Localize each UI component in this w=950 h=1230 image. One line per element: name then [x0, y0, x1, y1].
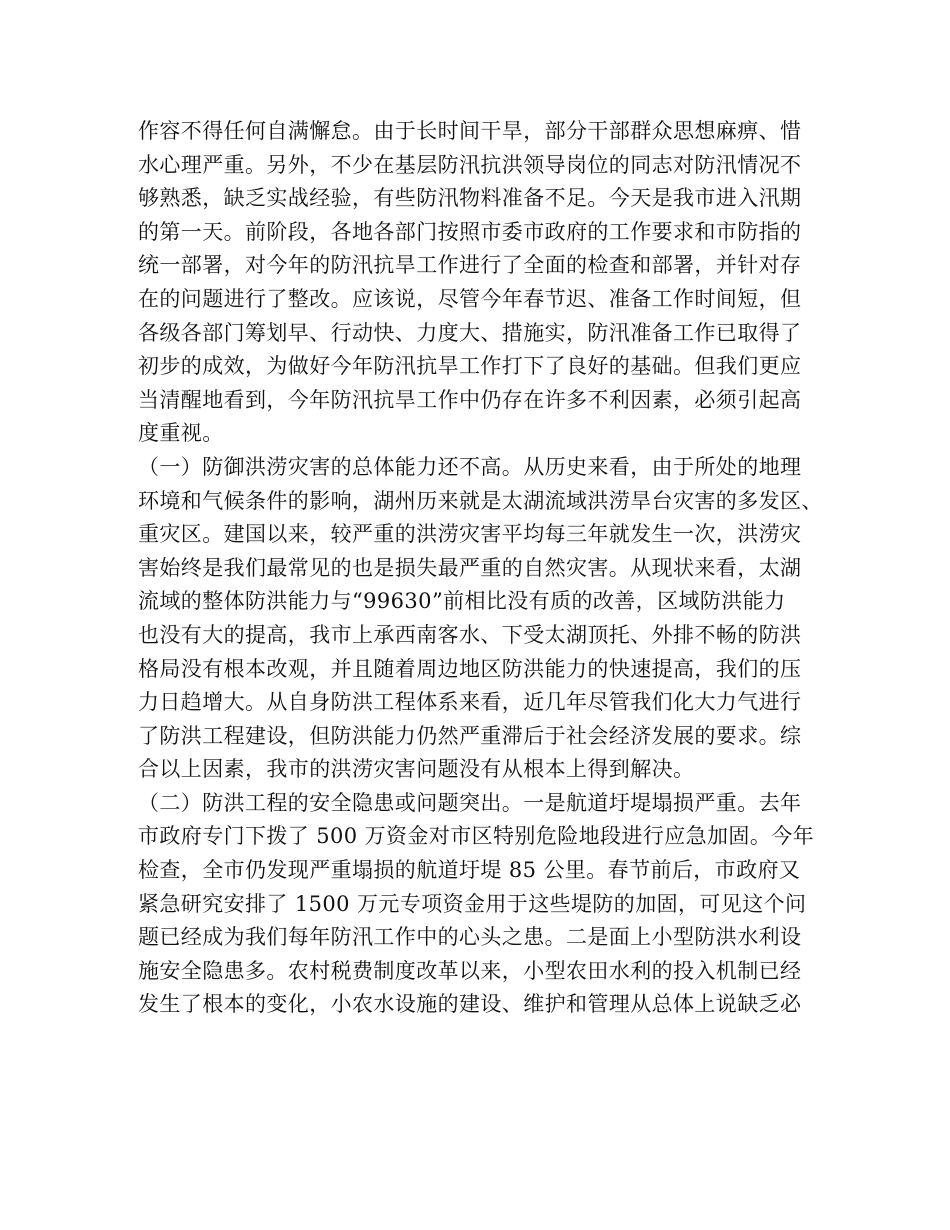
text-line: 环境和气候条件的影响，湖州历来就是太湖流域洪涝旱台灾害的多发区、 [138, 488, 823, 513]
text-line: 作容不得任何自满懈怠。由于长时间干旱，部分干部群众思想麻痹、惜 [138, 119, 802, 143]
text-line: 各级各部门筹划早、行动快、力度大、措施实，防汛准备工作已取得了 [138, 320, 802, 345]
body-text [138, 115, 828, 1022]
text-line: 格局没有根本改观，并且随着周边地区防洪能力的快速提高，我们的压 [138, 656, 802, 681]
text-line: 够熟悉，缺乏实战经验，有些防汛物料准备不足。今天是我市进入汛期 [138, 186, 802, 211]
text-line: 市政府专门下拨了 500 万资金对市区特别危险地段进行应急加固。今年 [138, 824, 815, 849]
text-line: 发生了根本的变化，小农水设施的建设、维护和管理从总体上说缺乏必 [138, 992, 802, 1017]
section-heading-line: （一）防御洪涝灾害的总体能力还不高。从历史来看，由于所处的地理 [138, 454, 802, 479]
text-line: 合以上因素，我市的洪涝灾害问题没有从根本上得到解决。 [138, 757, 695, 782]
text-line: 流域的整体防洪能力与“99630”前相比没有质的改善，区域防洪能力 [138, 589, 786, 614]
text-line: 害始终是我们最常见的也是损失最严重的自然灾害。从现状来看，太湖 [138, 555, 802, 580]
text-line: 当清醒地看到，今年防汛抗旱工作中仍存在许多不利因素，必须引起高 [138, 387, 802, 412]
section-heading-line: （二）防洪工程的安全隐患或问题突出。一是航道圩堤塌损严重。去年 [138, 790, 802, 815]
text-line: 紧急研究安排了 1500 万元专项资金用于这些堤防的加固，可见这个问 [138, 891, 807, 916]
text-line: 度重视。 [138, 421, 224, 446]
text-line: 力日趋增大。从自身防洪工程体系来看，近几年尽管我们化大力气进行 [138, 690, 802, 715]
text-line: 检查，全市仍发现严重塌损的航道圩堤 85 公里。春节前后，市政府又 [138, 858, 801, 883]
text-line: 初步的成效，为做好今年防汛抗旱工作打下了良好的基础。但我们更应 [138, 354, 802, 379]
text-line: 的第一天。前阶段，各地各部门按照市委市政府的工作要求和市防指的 [138, 219, 802, 244]
text-line: 水心理严重。另外，不少在基层防汛抗洪领导岗位的同志对防汛情况不 [138, 152, 802, 177]
text-line: 施安全隐患多。农村税费制度改革以来，小型农田水利的投入机制已经 [138, 958, 802, 983]
text-line: 在的问题进行了整改。应该说，尽管今年春节迟、准备工作时间短，但 [138, 286, 802, 311]
text-line: 统一部署，对今年的防汛抗旱工作进行了全面的检查和部署，并针对存 [138, 253, 802, 278]
text-line: 了防洪工程建设，但防洪能力仍然严重滞后于社会经济发展的要求。综 [138, 723, 802, 748]
text-line: 重灾区。建国以来，较严重的洪涝灾害平均每三年就发生一次，洪涝灾 [138, 522, 802, 547]
text-line: 也没有大的提高，我市上承西南客水、下受太湖顶托、外排不畅的防洪 [138, 622, 802, 647]
text-line: 题已经成为我们每年防汛工作中的心头之患。二是面上小型防洪水利设 [138, 925, 802, 950]
